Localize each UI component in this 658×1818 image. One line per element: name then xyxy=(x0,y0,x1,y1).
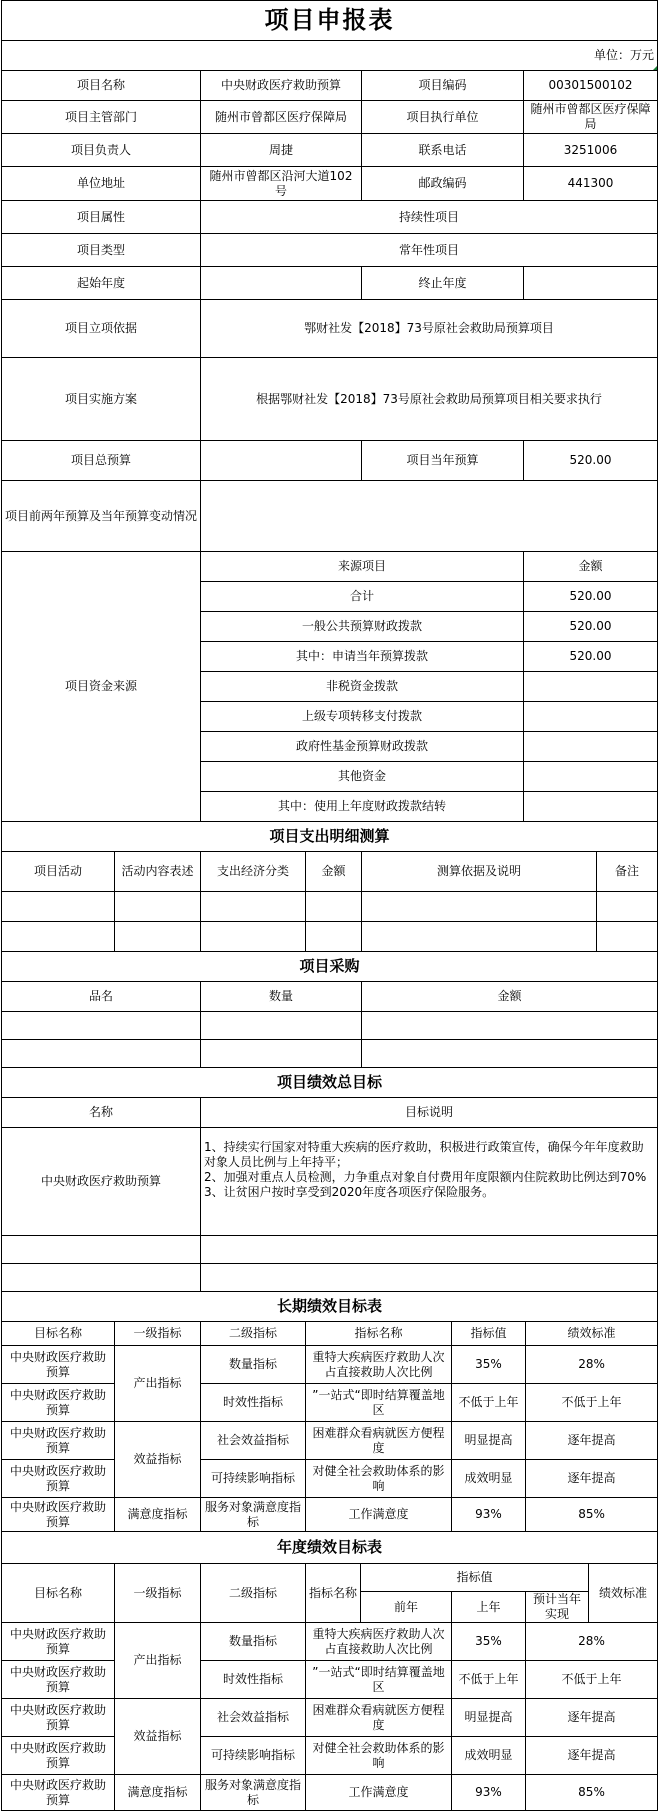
goal-desc: 1、持续实行国家对特重大疾病的医疗救助，积极进行政策宣传，确保今年年度救助对象人员比例与上年持平； 2、加强对重点人员检测，力争重点对象自付费用年度限额内住院救助比例达到70% 3、让贫困户按时享受到2020年度各项医疗保险服务。 xyxy=(201,1128,658,1236)
goal-col-desc: 目标说明 xyxy=(201,1098,658,1128)
annual-target: 中央财政医疗救助预算 xyxy=(2,1661,115,1699)
longterm-title: 长期绩效目标表 xyxy=(2,1292,658,1322)
goal-empty-row xyxy=(2,1264,658,1292)
change-value xyxy=(201,481,658,552)
annual-header-last: 上年 xyxy=(452,1592,526,1623)
expense-header: 金额 xyxy=(306,852,362,892)
supervisor-label: 项目主管部门 xyxy=(2,101,201,134)
basis-value: 鄂财社发【2018】73号原社会救助局预算项目 xyxy=(201,300,658,358)
longterm-header: 指标值 xyxy=(452,1322,526,1346)
purchase-header: 数量 xyxy=(201,982,362,1012)
longterm-header: 目标名称 xyxy=(2,1322,115,1346)
longterm-indicator: 工作满意度 xyxy=(306,1498,452,1532)
attribute-label: 项目属性 xyxy=(2,201,201,234)
longterm-standard: 不低于上年 xyxy=(526,1384,658,1422)
page-title: 项目申报表 xyxy=(2,1,658,41)
funding-row-amount: 520.00 xyxy=(524,642,658,672)
total-budget-label: 项目总预算 xyxy=(2,441,201,481)
start-year-label: 起始年度 xyxy=(2,267,201,300)
longterm-level2: 时效性指标 xyxy=(201,1384,306,1422)
purchase-header: 金额 xyxy=(362,982,658,1012)
funding-row-amount xyxy=(524,792,658,822)
longterm-level2: 社会效益指标 xyxy=(201,1422,306,1460)
longterm-level2: 数量指标 xyxy=(201,1346,306,1384)
project-name-label: 项目名称 xyxy=(2,71,201,101)
funding-row-amount xyxy=(524,762,658,792)
annual-indicator: ”一站式“即时结算覆盖地区 xyxy=(306,1661,452,1699)
expense-header: 备注 xyxy=(597,852,658,892)
purchase-table xyxy=(1,951,658,1068)
expense-header: 测算依据及说明 xyxy=(362,852,597,892)
funding-row-name: 一般公共预算财政拨款 xyxy=(201,612,524,642)
project-application-form xyxy=(1,0,657,1811)
funding-row-name: 其中：使用上年度财政拨款结转 xyxy=(201,792,524,822)
annual-expected: 85% xyxy=(526,1775,658,1811)
longterm-level1: 效益指标 xyxy=(115,1422,201,1498)
purchase-title: 项目采购 xyxy=(2,952,658,982)
annual-level2: 社会效益指标 xyxy=(201,1699,306,1737)
longterm-header: 二级指标 xyxy=(201,1322,306,1346)
current-budget-value: 520.00 xyxy=(524,441,658,481)
table-row xyxy=(2,1699,658,1737)
table-row xyxy=(2,1384,658,1422)
annual-header-target: 目标名称 xyxy=(2,1564,115,1623)
table-row xyxy=(2,1623,658,1661)
funding-row-amount: 520.00 xyxy=(524,612,658,642)
longterm-standard: 逐年提高 xyxy=(526,1422,658,1460)
longterm-indicator: 重特大疾病医疗救助人次占直接救助人次比例 xyxy=(306,1346,452,1384)
longterm-target: 中央财政医疗救助预算 xyxy=(2,1346,115,1384)
funding-row-name: 上级专项转移支付拨款 xyxy=(201,702,524,732)
annual-level2: 可持续影响指标 xyxy=(201,1737,306,1775)
annual-last: 35% xyxy=(452,1623,526,1661)
annual-last: 明显提高 xyxy=(452,1699,526,1737)
goal-empty-row xyxy=(2,1236,658,1264)
annual-last: 93% xyxy=(452,1775,526,1811)
longterm-target: 中央财政医疗救助预算 xyxy=(2,1384,115,1422)
expense-header: 活动内容表述 xyxy=(115,852,201,892)
end-year-value xyxy=(524,267,658,300)
executor-value: 随州市曾都区医疗保障局 xyxy=(524,101,658,134)
change-label: 项目前两年预算及当年预算变动情况 xyxy=(2,481,201,552)
postcode-label: 邮政编码 xyxy=(362,167,524,201)
funding-col-source: 来源项目 xyxy=(201,552,524,582)
annual-target: 中央财政医疗救助预算 xyxy=(2,1737,115,1775)
funding-row-amount xyxy=(524,702,658,732)
longterm-target: 中央财政医疗救助预算 xyxy=(2,1498,115,1532)
supervisor-value: 随州市曾都区医疗保障局 xyxy=(201,101,362,134)
longterm-standard: 85% xyxy=(526,1498,658,1532)
longterm-target: 中央财政医疗救助预算 xyxy=(2,1422,115,1460)
annual-expected: 逐年提高 xyxy=(526,1699,658,1737)
expense-header: 项目活动 xyxy=(2,852,115,892)
table-row xyxy=(2,1460,658,1498)
type-label: 项目类型 xyxy=(2,234,201,267)
table-row xyxy=(2,1661,658,1699)
annual-target: 中央财政医疗救助预算 xyxy=(2,1699,115,1737)
longterm-indicator: 对健全社会救助体系的影响 xyxy=(306,1460,452,1498)
start-year-value xyxy=(201,267,362,300)
project-name-value: 中央财政医疗救助预算 xyxy=(201,71,362,101)
funding-row-name: 非税资金拨款 xyxy=(201,672,524,702)
longterm-header: 一级指标 xyxy=(115,1322,201,1346)
funding-col-amount: 金额 xyxy=(524,552,658,582)
plan-label: 项目实施方案 xyxy=(2,358,201,441)
address-label: 单位地址 xyxy=(2,167,201,201)
annual-target: 中央财政医疗救助预算 xyxy=(2,1623,115,1661)
funding-row-name: 合计 xyxy=(201,582,524,612)
annual-indicator: 困难群众看病就医方便程度 xyxy=(306,1699,452,1737)
type-value: 常年性项目 xyxy=(201,234,658,267)
longterm-header: 绩效标准 xyxy=(526,1322,658,1346)
funding-row-amount xyxy=(524,672,658,702)
longterm-level1: 满意度指标 xyxy=(115,1498,201,1532)
address-value: 随州市曾都区沿河大道102号 xyxy=(201,167,362,201)
annual-header-level2: 二级指标 xyxy=(201,1564,306,1623)
longterm-value: 成效明显 xyxy=(452,1460,526,1498)
annual-level1: 产出指标 xyxy=(115,1623,201,1699)
current-budget-label: 项目当年预算 xyxy=(362,441,524,481)
expense-empty-row xyxy=(2,922,658,952)
annual-target: 中央财政医疗救助预算 xyxy=(2,1775,115,1811)
longterm-standard: 逐年提高 xyxy=(526,1460,658,1498)
annual-last: 成效明显 xyxy=(452,1737,526,1775)
annual-level2: 数量指标 xyxy=(201,1623,306,1661)
purchase-empty-row xyxy=(2,1012,658,1040)
goal-col-name: 名称 xyxy=(2,1098,201,1128)
funding-row-name: 政府性基金预算财政拨款 xyxy=(201,732,524,762)
table-row xyxy=(2,1422,658,1460)
annual-header-indicator: 指标名称 xyxy=(306,1564,361,1623)
annual-header-standard: 绩效标准 xyxy=(589,1564,658,1623)
end-year-label: 终止年度 xyxy=(362,267,524,300)
funding-row-amount: 520.00 xyxy=(524,582,658,612)
postcode-value: 441300 xyxy=(524,167,658,201)
executor-label: 项目执行单位 xyxy=(362,101,524,134)
funding-row-name: 其他资金 xyxy=(201,762,524,792)
annual-expected: 28% xyxy=(526,1623,658,1661)
annual-level1: 满意度指标 xyxy=(115,1775,201,1811)
table-row xyxy=(2,1775,658,1811)
expense-table xyxy=(1,821,658,952)
basic-info-table xyxy=(1,0,658,822)
attribute-value: 持续性项目 xyxy=(201,201,658,234)
total-budget-value xyxy=(201,441,362,481)
manager-label: 项目负责人 xyxy=(2,134,201,167)
longterm-level2: 可持续影响指标 xyxy=(201,1460,306,1498)
annual-header-level1: 一级指标 xyxy=(115,1564,201,1623)
plan-value: 根据鄂财社发【2018】73号原社会救助局预算项目相关要求执行 xyxy=(201,358,658,441)
longterm-indicator: ”一站式“即时结算覆盖地区 xyxy=(306,1384,452,1422)
expense-title: 项目支出明细测算 xyxy=(2,822,658,852)
expense-header: 支出经济分类 xyxy=(201,852,306,892)
longterm-level2: 服务对象满意度指标 xyxy=(201,1498,306,1532)
unit-label: 单位：万元 xyxy=(2,41,658,71)
longterm-value: 明显提高 xyxy=(452,1422,526,1460)
annual-title: 年度绩效目标表 xyxy=(2,1532,658,1564)
table-row xyxy=(2,1498,658,1532)
project-code-value: 00301500102 xyxy=(524,71,658,101)
longterm-level1: 产出指标 xyxy=(115,1346,201,1422)
longterm-value: 35% xyxy=(452,1346,526,1384)
goal-table xyxy=(1,1067,658,1292)
manager-value: 周捷 xyxy=(201,134,362,167)
longterm-table xyxy=(1,1291,658,1532)
annual-header-prev: 前年 xyxy=(361,1592,452,1623)
funding-row-name: 其中：申请当年预算拨款 xyxy=(201,642,524,672)
annual-indicator: 工作满意度 xyxy=(306,1775,452,1811)
goal-name: 中央财政医疗救助预算 xyxy=(2,1128,201,1236)
phone-value: 3251006 xyxy=(524,134,658,167)
table-row xyxy=(2,1737,658,1775)
funding-label: 项目资金来源 xyxy=(2,552,201,822)
purchase-header: 品名 xyxy=(2,982,201,1012)
annual-last: 不低于上年 xyxy=(452,1661,526,1699)
purchase-empty-row xyxy=(2,1040,658,1068)
project-code-label: 项目编码 xyxy=(362,71,524,101)
annual-level1: 效益指标 xyxy=(115,1699,201,1775)
longterm-header: 指标名称 xyxy=(306,1322,452,1346)
annual-expected: 逐年提高 xyxy=(526,1737,658,1775)
annual-indicator: 重特大疾病医疗救助人次占直接救助人次比例 xyxy=(306,1623,452,1661)
annual-header-expected: 预计当年实现 xyxy=(526,1592,589,1623)
longterm-value: 93% xyxy=(452,1498,526,1532)
table-row xyxy=(2,1346,658,1384)
longterm-value: 不低于上年 xyxy=(452,1384,526,1422)
annual-table xyxy=(1,1531,658,1811)
phone-label: 联系电话 xyxy=(362,134,524,167)
longterm-target: 中央财政医疗救助预算 xyxy=(2,1460,115,1498)
expense-empty-row xyxy=(2,892,658,922)
annual-level2: 服务对象满意度指标 xyxy=(201,1775,306,1811)
basis-label: 项目立项依据 xyxy=(2,300,201,358)
goal-title: 项目绩效总目标 xyxy=(2,1068,658,1098)
annual-header-value: 指标值 xyxy=(361,1564,589,1592)
annual-indicator: 对健全社会救助体系的影响 xyxy=(306,1737,452,1775)
annual-expected: 不低于上年 xyxy=(526,1661,658,1699)
annual-level2: 时效性指标 xyxy=(201,1661,306,1699)
longterm-standard: 28% xyxy=(526,1346,658,1384)
funding-row-amount xyxy=(524,732,658,762)
longterm-indicator: 困难群众看病就医方便程度 xyxy=(306,1422,452,1460)
